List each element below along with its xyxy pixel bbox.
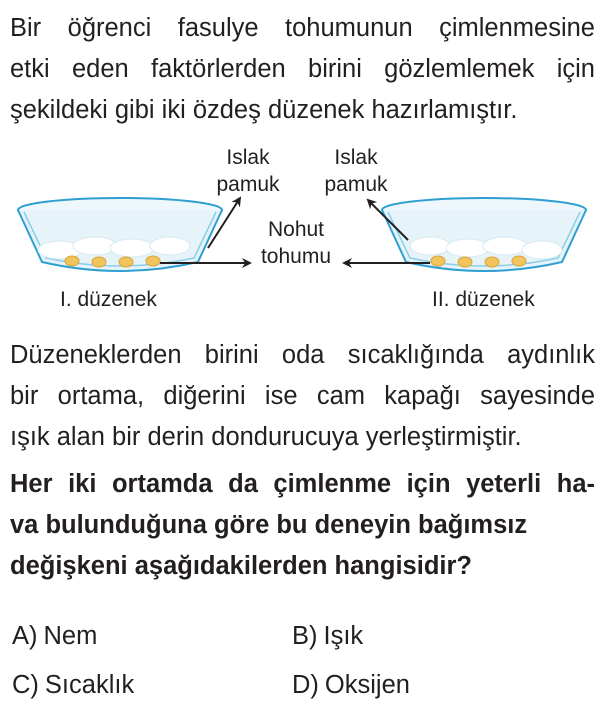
label-seed-line2: tohumu [260,245,332,268]
label-seed-line1: Nohut [267,218,325,241]
experiment-figure [0,140,604,320]
intro-line: şekildeki gibi iki özdeş düzenek hazırlamıştır. [10,96,518,124]
setup-description [10,335,595,458]
setup-left-label: I. düzenek [60,288,157,311]
option-c[interactable] [12,669,134,701]
option-a-text: Nem [43,622,98,650]
option-d[interactable] [292,669,410,701]
label-cotton-right-line2: pamuk [324,173,388,196]
option-c-text: Sıcaklık [44,671,135,699]
option-d-letter: D) [292,671,319,699]
question-line: va bulunduğuna göre bu deneyin bağımsız [10,511,528,539]
question-line: Her iki ortamda da çimlenme için yeterli ha- [10,470,595,498]
option-b-text: Işık [323,622,364,650]
label-cotton-left [198,144,298,198]
petri-dish-left [18,198,222,271]
option-a[interactable] [12,620,97,652]
option-b-letter: B) [292,622,318,650]
intro-line: etki eden faktörlerden birini gözlemlemek için [10,55,595,83]
intro-paragraph [10,8,595,131]
setup-right-label: II. düzenek [432,288,535,311]
option-d-text: Oksijen [324,671,410,699]
label-seed [246,216,346,270]
label-cotton-right [306,144,406,198]
intro-line: Bir öğrenci fasulye tohumunun çimlenmesine [10,14,595,42]
petri-dish-right [382,198,586,271]
description-line: bir ortama, diğerini ise cam kapağı sayesinde [10,382,595,410]
option-a-letter: A) [12,622,38,650]
label-cotton-left-line2: pamuk [216,173,280,196]
label-cotton-left-line1: Islak [226,146,270,169]
question-stem [10,464,595,587]
question-line: değişkeni aşağıdakilerden hangisidir? [10,552,472,580]
description-line: Düzeneklerden birini oda sıcaklığında aydınlık [10,341,595,369]
label-cotton-right-line1: Islak [334,146,378,169]
option-c-letter: C) [12,671,39,699]
option-b[interactable] [292,620,363,652]
description-line: ışık alan bir derin dondurucuya yerleştirmiştir. [10,423,522,451]
